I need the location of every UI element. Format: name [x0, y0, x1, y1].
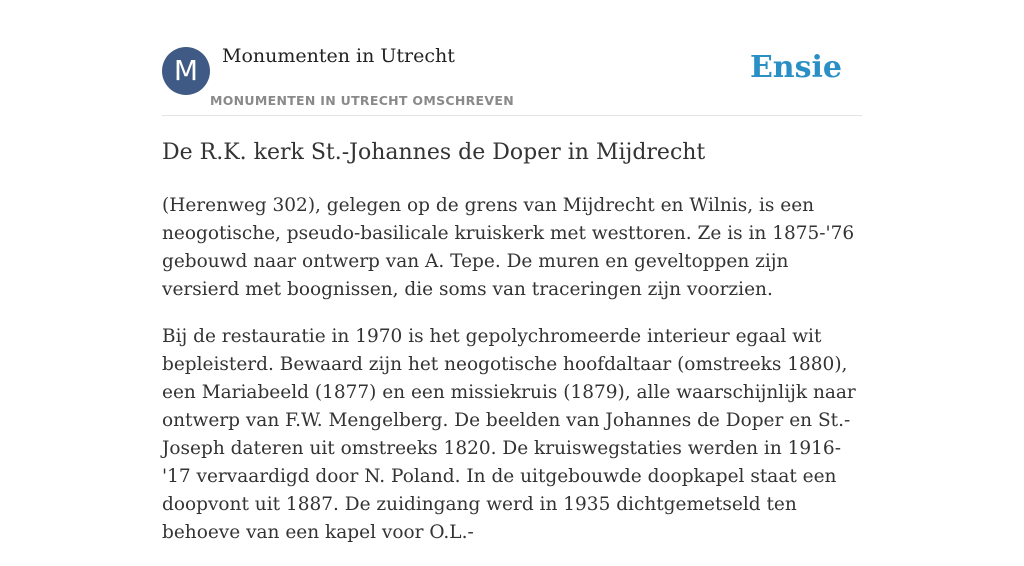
- content-container: [162, 0, 862, 543]
- article-title: De R.K. kerk St.-Johannes de Doper in Mijdrecht: [162, 140, 706, 165]
- book-title-link[interactable]: Monumenten in Utrecht: [222, 45, 455, 67]
- avatar[interactable]: M: [162, 47, 210, 95]
- book-subtitle: MONUMENTEN IN UTRECHT OMSCHREVEN: [210, 93, 514, 108]
- article-body: [162, 192, 862, 566]
- article-paragraph: Bij de restauratie in 1970 is het gepolychromeerde interieur egaal wit bepleisterd. Bewaard zijn het neogotische hoofdaltaar (omstreeks 1880), een Mariabeeld (1877) en een missiekruis (1879), alle waarschijnlijk naar ontwerp van F.W. Mengelberg. De beelden van Johannes de Doper en St.-Joseph dateren uit omstreeks 1820. De kruiswegstaties werden in 1916-'17 vervaardigd door N. Poland. In de uitgebouwde doopkapel staat een doopvont uit 1887. De zuidingang werd in 1935 dichtgemetseld ten behoeve van een kapel voor O.L.-: [162, 326, 856, 543]
- brand-logo[interactable]: Ensie: [749, 50, 842, 85]
- article-paragraph: (Herenweg 302), gelegen op de grens van Mijdrecht en Wilnis, is een neogotische, pseudo-basilicale kruiskerk met westtoren. Ze is in 1875-'76 gebouwd naar ontwerp van A. Tepe. De muren en geveltoppen zijn versierd met boognissen, die soms van traceringen zijn voorzien.: [162, 195, 855, 300]
- header: [162, 0, 862, 116]
